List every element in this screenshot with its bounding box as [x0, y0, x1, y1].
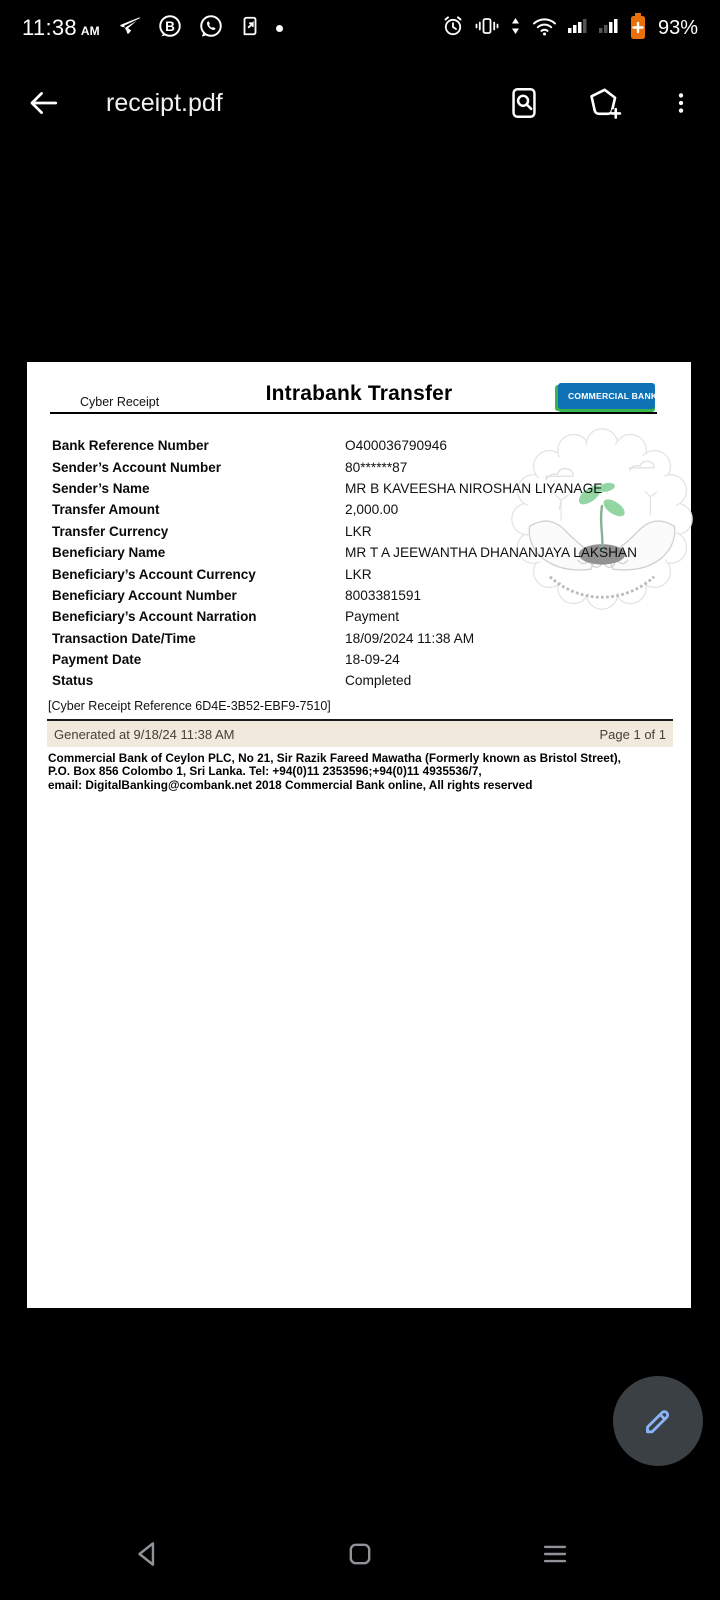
generated-at-text: Generated at 9/18/24 11:38 AM — [54, 726, 235, 742]
app-bar — [0, 60, 720, 146]
status-bar — [0, 0, 720, 56]
navigation-bar — [0, 1508, 720, 1600]
field-value: 80******87 — [345, 459, 408, 475]
doc-type-label: Cyber Receipt — [80, 395, 160, 409]
nav-recents-button[interactable] — [523, 1522, 587, 1586]
field-label: Payment Date — [52, 652, 142, 668]
telegram-icon — [118, 14, 142, 43]
field-value: LKR — [345, 523, 372, 539]
field-value: 8003381591 — [345, 587, 422, 603]
status-time: 11:38 — [22, 15, 77, 40]
field-row — [52, 585, 672, 606]
field-label: Beneficiary Name — [52, 545, 166, 561]
field-row — [52, 456, 672, 477]
signal-sim1-icon — [567, 14, 589, 43]
page-number: Page 1 of 1 — [599, 726, 666, 742]
field-label: Beneficiary Account Number — [52, 587, 237, 603]
commercial-bank-logo — [558, 383, 658, 409]
data-activity-arrows-icon — [509, 14, 522, 43]
status-meridiem: AM — [80, 24, 100, 38]
field-row — [52, 606, 672, 627]
field-value: MR B KAVEESHA NIROSHAN LIYANAGE — [345, 480, 603, 496]
find-in-document-button[interactable] — [508, 86, 540, 120]
whatsapp-icon — [198, 13, 224, 44]
battery-saver-icon — [629, 12, 647, 45]
field-row — [52, 499, 672, 520]
field-value: 18-09-24 — [345, 652, 400, 668]
field-row — [52, 478, 672, 499]
more-notifications-dot — [276, 25, 283, 32]
field-label: Transfer Amount — [52, 502, 160, 518]
footer-line: P.O. Box 856 Colombo 1, Sri Lanka. Tel: +94(0)11 2353596;+94(0)11 4935536/7, — [48, 764, 482, 779]
back-button[interactable] — [26, 86, 60, 120]
field-label: Beneficiary’s Account Currency — [52, 566, 256, 582]
field-row — [52, 670, 672, 691]
svg-text:B: B — [164, 18, 175, 34]
header-divider — [50, 412, 657, 414]
edit-annotate-fab[interactable] — [613, 1376, 703, 1466]
field-label: Transfer Currency — [52, 523, 169, 539]
field-value: Completed — [345, 673, 412, 689]
nav-home-icon — [343, 1537, 377, 1571]
system-status-icons — [441, 12, 698, 45]
field-value: O400036790946 — [345, 438, 447, 454]
vibrate-icon — [474, 14, 500, 43]
field-label: Sender’s Name — [52, 480, 150, 496]
pencil-icon — [640, 1403, 676, 1439]
field-row — [52, 435, 672, 456]
field-label: Bank Reference Number — [52, 438, 209, 454]
notification-icons — [118, 13, 283, 44]
cyber-receipt-reference: [Cyber Receipt Reference 6D4E-3B52-EBF9-7510] — [48, 699, 331, 713]
overflow-menu-button[interactable] — [668, 86, 694, 120]
field-label: Status — [52, 673, 94, 689]
field-value: LKR — [345, 566, 372, 582]
alarm-icon — [441, 14, 465, 43]
field-label: Transaction Date/Time — [52, 630, 196, 646]
bank-logo-text: COMMERCIAL BANK — [568, 391, 658, 401]
bookmark-app-notification-icon — [239, 14, 261, 43]
generated-bar — [47, 721, 673, 747]
field-row — [52, 542, 672, 563]
signal-sim2-icon — [598, 14, 620, 43]
field-value: Payment — [345, 609, 400, 625]
nav-recents-icon — [537, 1537, 573, 1571]
field-row — [52, 628, 672, 649]
wifi-icon — [531, 14, 558, 43]
footer-line: email: DigitalBanking@combank.net 2018 Commercial Bank online, All rights reserved — [48, 777, 533, 792]
field-label: Beneficiary’s Account Narration — [52, 609, 257, 625]
nav-back-icon — [131, 1537, 165, 1571]
annotate-add-button[interactable] — [586, 86, 622, 120]
b-app-notification-icon — [157, 13, 183, 44]
field-value: 2,000.00 — [345, 502, 399, 518]
field-row — [52, 521, 672, 542]
field-label: Sender’s Account Number — [52, 459, 222, 475]
field-row — [52, 563, 672, 584]
battery-percent: 93% — [657, 16, 698, 39]
field-row — [52, 649, 672, 670]
receipt-fields — [52, 435, 672, 692]
field-value: MR T A JEEWANTHA DHANANJAYA LAKSHAN — [345, 545, 638, 561]
footer-line: Commercial Bank of Ceylon PLC, No 21, Sir Razik Fareed Mawatha (Formerly known as Bristol Street), — [48, 751, 621, 765]
field-value: 18/09/2024 11:38 AM — [345, 630, 475, 646]
page-title: Intrabank Transfer — [265, 382, 453, 405]
pdf-page-viewer[interactable] — [27, 362, 691, 1308]
document-title: receipt.pdf — [106, 88, 223, 117]
nav-home-button[interactable] — [328, 1522, 392, 1586]
nav-back-button[interactable] — [116, 1522, 180, 1586]
bank-footer-text — [48, 752, 668, 792]
